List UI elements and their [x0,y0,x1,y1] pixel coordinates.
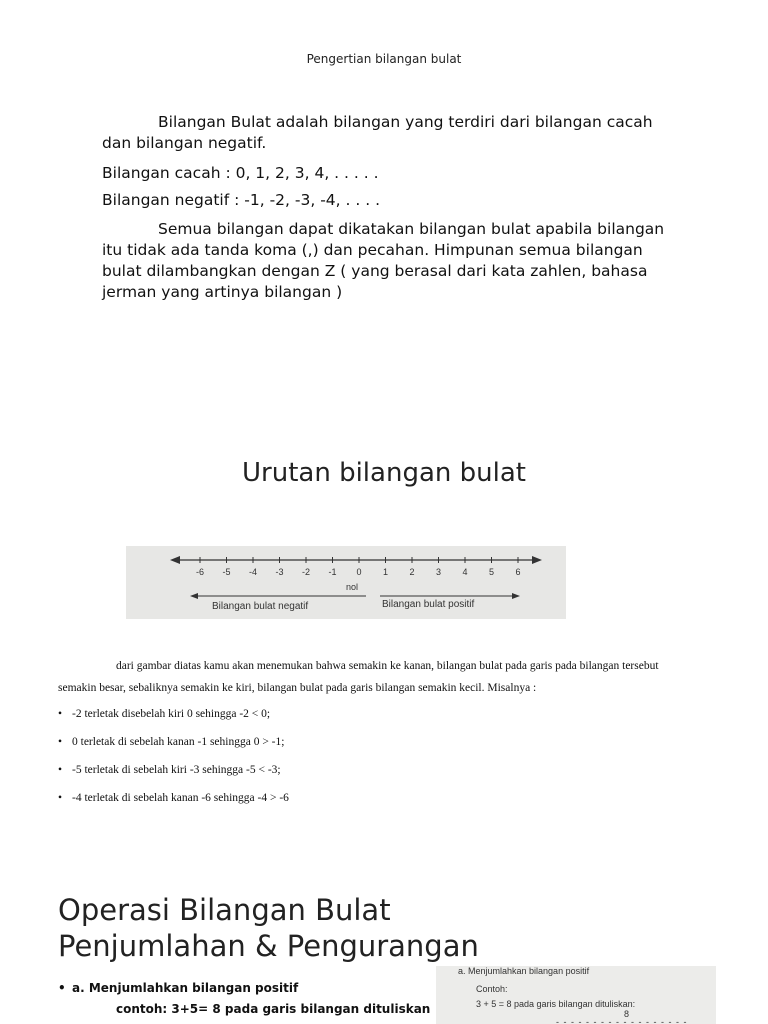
cacah-line: Bilangan cacah : 0, 1, 2, 3, 4, . . . . . [102,164,379,182]
section-title-urutan: Urutan bilangan bulat [242,458,526,488]
explanation-line-2: semakin besar, sebaliknya semakin ke kiri, bilangan bulat pada garis bilangan semakin kecil. Misalnya : [58,682,537,694]
number-line-tick-label: -4 [248,567,258,577]
definition-paragraph-2: Semua bilangan dapat dikatakan bilangan bulat apabila bilangan itu tidak ada tanda koma (,) dan pecahan. Himpunan semua bilangan bulat dilambangkan dengan Z ( yang berasal dari kata zahlen, bahasa jerman yang artinya bilangan ) [102,220,665,301]
bullet-icon: • [58,764,63,776]
list-item: • -5 terletak di sebelah kiri -3 sehingga -5 < -3; [58,764,281,776]
number-line-tick-label: 2 [409,567,415,577]
number-line-figure [126,546,566,619]
positive-label: Bilangan bulat positif [382,599,475,610]
definition-paragraph: Bilangan Bulat adalah bilangan yang terdiri dari bilangan cacah dan bilangan negatif. [102,113,653,152]
example-line: contoh: 3+5= 8 pada garis bilangan dituliskan [116,1002,431,1016]
number-line-tick-label: -3 [275,567,284,577]
bullet-icon: • [58,736,63,748]
figure-caption: a. Menjumlahkan bilangan positif [458,966,590,976]
section-title-operasi: Operasi Bilangan Bulat Penjumlahan & Pengurangan [58,893,479,963]
bullet-icon: • [58,708,63,720]
positive-arrow-icon [512,593,520,599]
negative-arrow-icon [190,593,198,599]
number-line-tick-label: 4 [462,567,468,577]
explanation-line-1: dari gambar diatas kamu akan menemukan bahwa semakin ke kanan, bilangan bulat pada garis pada bilangan tersebut [116,660,659,672]
number-line-tick-label: 3 [435,567,442,577]
list-item: • -4 terletak di sebelah kanan -6 sehingga -4 > -6 [58,792,289,804]
bullet-icon: • [58,981,66,995]
list-item: • 0 terletak di sebelah kanan -1 sehingga 0 > -1; [58,736,285,748]
addition-example-figure [436,966,716,1024]
arrow-right-icon [532,556,542,564]
negative-label: Bilangan bulat negatif [212,601,309,612]
number-line-tick-label: 1 [382,567,389,577]
section-title-pengertian: Pengertian bilangan bulat [306,52,462,66]
figure-result: 8 [624,1009,630,1019]
number-line-tick-label: -1 [328,567,337,577]
figure-contoh: Contoh: [476,984,508,994]
number-line-tick-label: 0 [356,567,362,577]
number-line-tick-label: -6 [195,567,205,577]
figure-example: 3 + 5 = 8 pada garis bilangan dituliskan: [476,999,636,1009]
number-line-tick-label: -5 [222,567,231,577]
number-line-tick-label: 6 [515,567,521,577]
number-line-svg [126,546,566,619]
list-item: • -2 terletak disebelah kiri 0 sehingga -2 < 0; [58,708,271,720]
arrow-left-icon [170,556,180,564]
number-line-tick-label: 5 [488,567,495,577]
list-item: • a. Menjumlahkan bilangan positif [58,981,299,995]
figure-dashed-line: - - - - - - - - - - - - - - - - - - [556,1017,688,1024]
number-line-tick-label: -2 [301,567,311,577]
negatif-line: Bilangan negatif : -1, -2, -3, -4, . . . . [102,191,380,209]
explanation-paragraph [58,655,698,699]
zero-label: nol [346,582,359,592]
bullet-icon: • [58,792,63,804]
